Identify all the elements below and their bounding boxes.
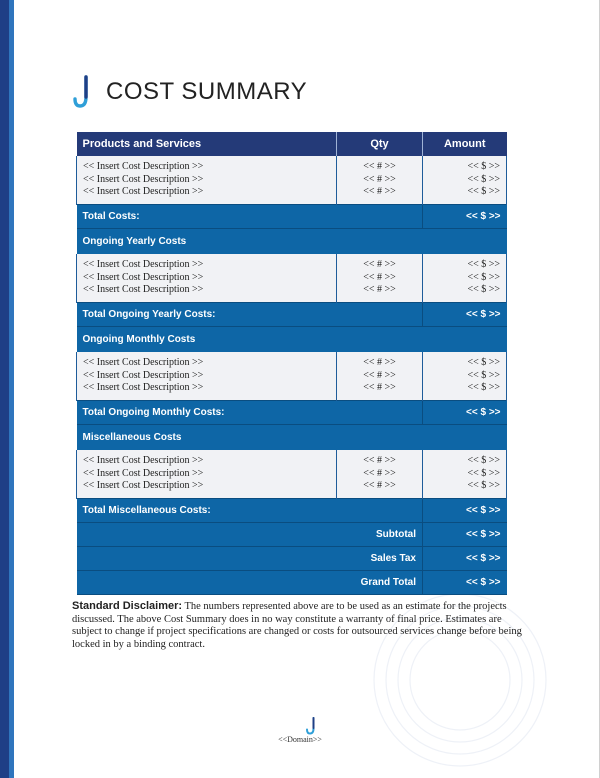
cost-description: << Insert Cost Description >> [83,161,204,173]
cost-description: << Insert Cost Description >> [83,455,204,467]
page-title: COST SUMMARY [106,78,308,105]
total-row [77,205,507,229]
cost-description: << Insert Cost Description >> [83,271,204,283]
description-cell [77,450,337,499]
amount-value: << $ >> [467,467,500,479]
total-value: << $ >> [423,499,507,523]
section-row [77,327,507,353]
item-rows [77,254,507,303]
total-value: << $ >> [423,205,507,229]
cost-description: << Insert Cost Description >> [83,480,204,492]
amount-cell [423,254,507,303]
item-rows [77,156,507,205]
qty-cell [337,156,423,205]
amount-value: << $ >> [467,369,500,381]
description-cell [77,352,337,401]
cost-description: << Insert Cost Description >> [83,382,204,394]
total-value: << $ >> [423,303,507,327]
qty-cell [337,254,423,303]
cost-description: << Insert Cost Description >> [83,284,204,296]
item-rows [77,450,507,499]
total-value: << $ >> [423,401,507,425]
qty-value: << # >> [363,259,396,271]
amount-value: << $ >> [467,259,500,271]
column-header-amount: Amount [423,132,507,156]
amount-value: << $ >> [467,382,500,394]
qty-value: << # >> [363,271,396,283]
disclaimer-body: The numbers represented above are to be used as an estimate for the projects discussed. The above Cost Summary does in no way constitute a warranty of final price. Estimates are subject to change if project specifications are changed or costs for outsourced services change before being locked in by a binding contract. [72,601,522,650]
sales-tax-label: Sales Tax [77,547,423,571]
subtotal-value: << $ >> [423,523,507,547]
amount-value: << $ >> [467,161,500,173]
subtotal-row [77,523,507,547]
total-label: Total Ongoing Monthly Costs: [77,401,423,425]
section-label: Ongoing Yearly Costs [77,229,507,255]
sales-tax-row [77,547,507,571]
qty-value: << # >> [363,382,396,394]
qty-cell [337,450,423,499]
amount-cell [423,156,507,205]
amount-value: << $ >> [467,284,500,296]
amount-value: << $ >> [467,455,500,467]
amount-value: << $ >> [467,271,500,283]
item-rows [77,352,507,401]
amount-value: << $ >> [467,357,500,369]
total-label: Total Costs: [77,205,423,229]
cost-table [76,132,507,595]
qty-value: << # >> [363,357,396,369]
table-header-row [77,132,507,156]
qty-value: << # >> [363,455,396,467]
standard-disclaimer [72,600,522,651]
cost-description: << Insert Cost Description >> [83,357,204,369]
amount-value: << $ >> [467,173,500,185]
qty-cell [337,352,423,401]
column-header-qty: Qty [337,132,423,156]
grand-total-value: << $ >> [423,571,507,595]
disclaimer-lead: Standard Disclaimer: [72,600,183,612]
amount-cell [423,450,507,499]
qty-value: << # >> [363,161,396,173]
section-row [77,425,507,451]
section-row [77,229,507,255]
section-label: Miscellaneous Costs [77,425,507,451]
cost-description: << Insert Cost Description >> [83,173,204,185]
cost-description: << Insert Cost Description >> [83,369,204,381]
amount-value: << $ >> [467,480,500,492]
total-label: Total Ongoing Yearly Costs: [77,303,423,327]
description-cell [77,156,337,205]
qty-value: << # >> [363,467,396,479]
qty-value: << # >> [363,186,396,198]
qty-value: << # >> [363,284,396,296]
qty-value: << # >> [363,369,396,381]
grand-total-label: Grand Total [77,571,423,595]
amount-value: << $ >> [467,186,500,198]
column-header-products: Products and Services [77,132,337,156]
sales-tax-value: << $ >> [423,547,507,571]
subtotal-label: Subtotal [77,523,423,547]
footer-logo-icon [305,717,319,735]
amount-cell [423,352,507,401]
page-header [72,72,307,112]
cost-description: << Insert Cost Description >> [83,467,204,479]
qty-value: << # >> [363,173,396,185]
total-row [77,303,507,327]
total-row [77,401,507,425]
section-label: Ongoing Monthly Costs [77,327,507,353]
total-row [77,499,507,523]
left-accent-bar-dark [0,0,9,778]
left-accent-bar-light [9,0,14,778]
grand-total-row [77,571,507,595]
description-cell [77,254,337,303]
total-label: Total Miscellaneous Costs: [77,499,423,523]
cost-description: << Insert Cost Description >> [83,186,204,198]
footer-domain: <<Domain>> [278,735,322,744]
cost-description: << Insert Cost Description >> [83,259,204,271]
qty-value: << # >> [363,480,396,492]
j-hook-logo-icon [72,75,96,109]
